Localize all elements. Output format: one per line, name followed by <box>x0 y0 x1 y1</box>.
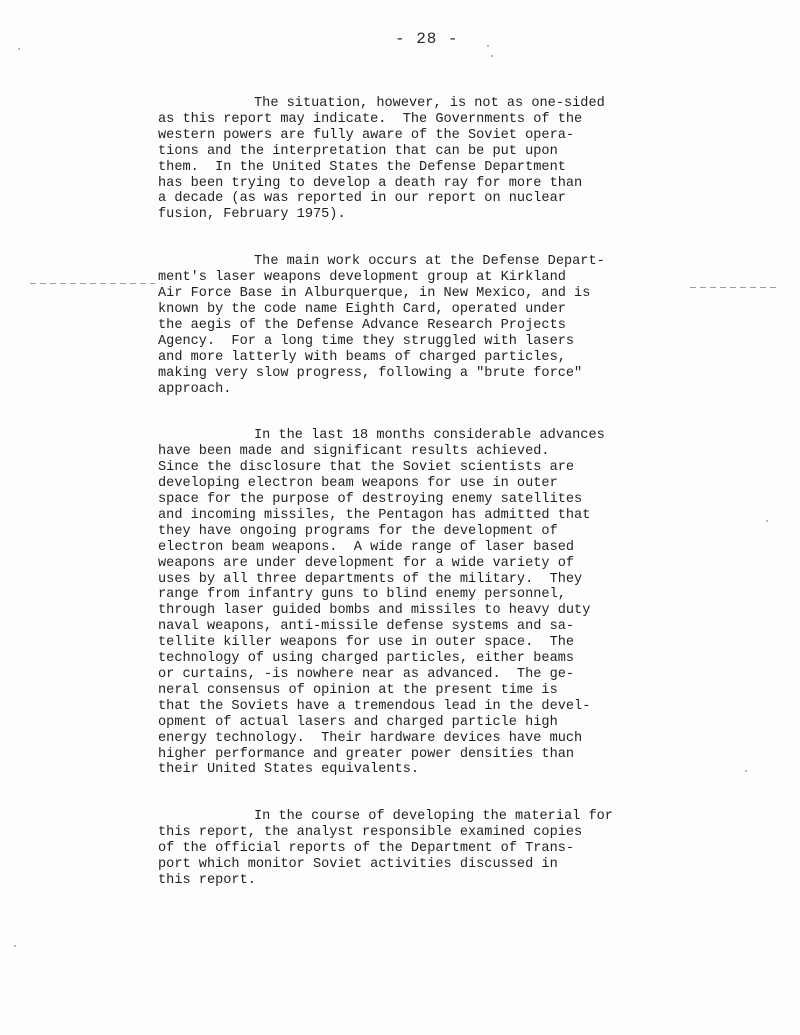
text-line: tellite killer weapons for use in outer space. The <box>158 635 575 651</box>
text-line: or curtains, -is nowhere near as advanced. The ge- <box>158 667 575 682</box>
text-line: The situation, however, is not as one-sided <box>254 96 605 111</box>
text-line: of the official reports of the Department of Trans- <box>158 841 575 857</box>
text-line: weapons are under development for a wide variety of <box>158 555 575 571</box>
scan-artifact-speck <box>766 520 768 522</box>
paragraph <box>158 254 678 397</box>
text-line: and incoming missiles, the Pentagon has admitted that <box>158 507 591 523</box>
text-line: making very slow progress, following a "brute force" <box>158 365 583 381</box>
text-line: electron beam weapons. A wide range of laser based <box>158 539 575 555</box>
text-line: space for the purpose of destroying enemy satellites <box>158 492 583 508</box>
scan-artifact-line <box>30 283 155 284</box>
text-line: In the course of developing the material for <box>254 809 613 825</box>
text-line: In the last 18 months considerable advances <box>254 428 605 444</box>
text-line: their United States equivalents. <box>158 762 420 778</box>
scan-artifact-line <box>690 287 780 288</box>
text-line: western powers are fully aware of the Soviet opera- <box>158 127 575 143</box>
text-line: higher performance and greater power densities than <box>158 746 575 762</box>
text-line: ment's laser weapons development group at Kirkland <box>158 270 566 286</box>
text-line: opment of actual lasers and charged particle high <box>158 714 558 730</box>
text-line: this report, the analyst responsible examined copies <box>158 825 583 841</box>
scan-artifact-speck <box>18 48 20 50</box>
text-line: fusion, February 1975). <box>158 207 346 223</box>
scan-artifact-speck <box>487 45 489 47</box>
body-text <box>158 96 678 920</box>
text-line: through laser guided bombs and missiles to heavy duty <box>158 603 591 619</box>
text-line: neral consensus of opinion at the present time is <box>158 682 558 698</box>
text-line: naval weapons, anti-missile defense systems and sa- <box>158 619 575 635</box>
text-line: this report. <box>158 872 256 888</box>
text-line: The main work occurs at the Defense Depart- <box>254 254 605 270</box>
text-line: developing electron beam weapons for use in outer <box>158 476 558 492</box>
paragraph <box>158 96 678 223</box>
text-line: that the Soviets have a tremendous lead in the devel- <box>158 698 591 714</box>
text-line: tions and the interpretation that can be put upon <box>158 143 558 159</box>
text-line: energy technology. Their hardware devices have much <box>158 730 583 746</box>
text-line: technology of using charged particles, either beams <box>158 651 575 667</box>
text-line: known by the code name Eighth Card, operated under <box>158 301 566 317</box>
text-line: Agency. For a long time they struggled with lasers <box>158 333 575 349</box>
text-line: uses by all three departments of the military. They <box>158 571 583 587</box>
paragraph <box>158 809 678 889</box>
text-line: and more latterly with beams of charged particles, <box>158 349 566 365</box>
text-line: a decade (as was reported in our report on nuclear <box>158 191 566 207</box>
text-line: Air Force Base in Alburquerque, in New Mexico, and is <box>158 286 591 302</box>
text-line: have been made and significant results achieved. <box>158 444 550 460</box>
text-line: range from infantry guns to blind enemy personnel, <box>158 587 566 603</box>
text-line: them. In the United States the Defense Department <box>158 159 566 175</box>
text-line: approach. <box>158 381 232 397</box>
text-line: has been trying to develop a death ray for more than <box>158 175 583 191</box>
paragraph <box>158 428 678 778</box>
page-number: - 28 - <box>395 30 459 48</box>
text-line: the aegis of the Defense Advance Research Projects <box>158 317 566 333</box>
text-line: they have ongoing programs for the development of <box>158 523 558 539</box>
scan-artifact-speck <box>745 770 747 772</box>
text-line: as this report may indicate. The Governments of the <box>158 111 583 127</box>
scan-artifact-speck <box>14 945 16 947</box>
text-line: Since the disclosure that the Soviet scientists are <box>158 460 575 476</box>
text-line: port which monitor Soviet activities discussed in <box>158 857 558 873</box>
scan-artifact-speck <box>491 55 493 57</box>
